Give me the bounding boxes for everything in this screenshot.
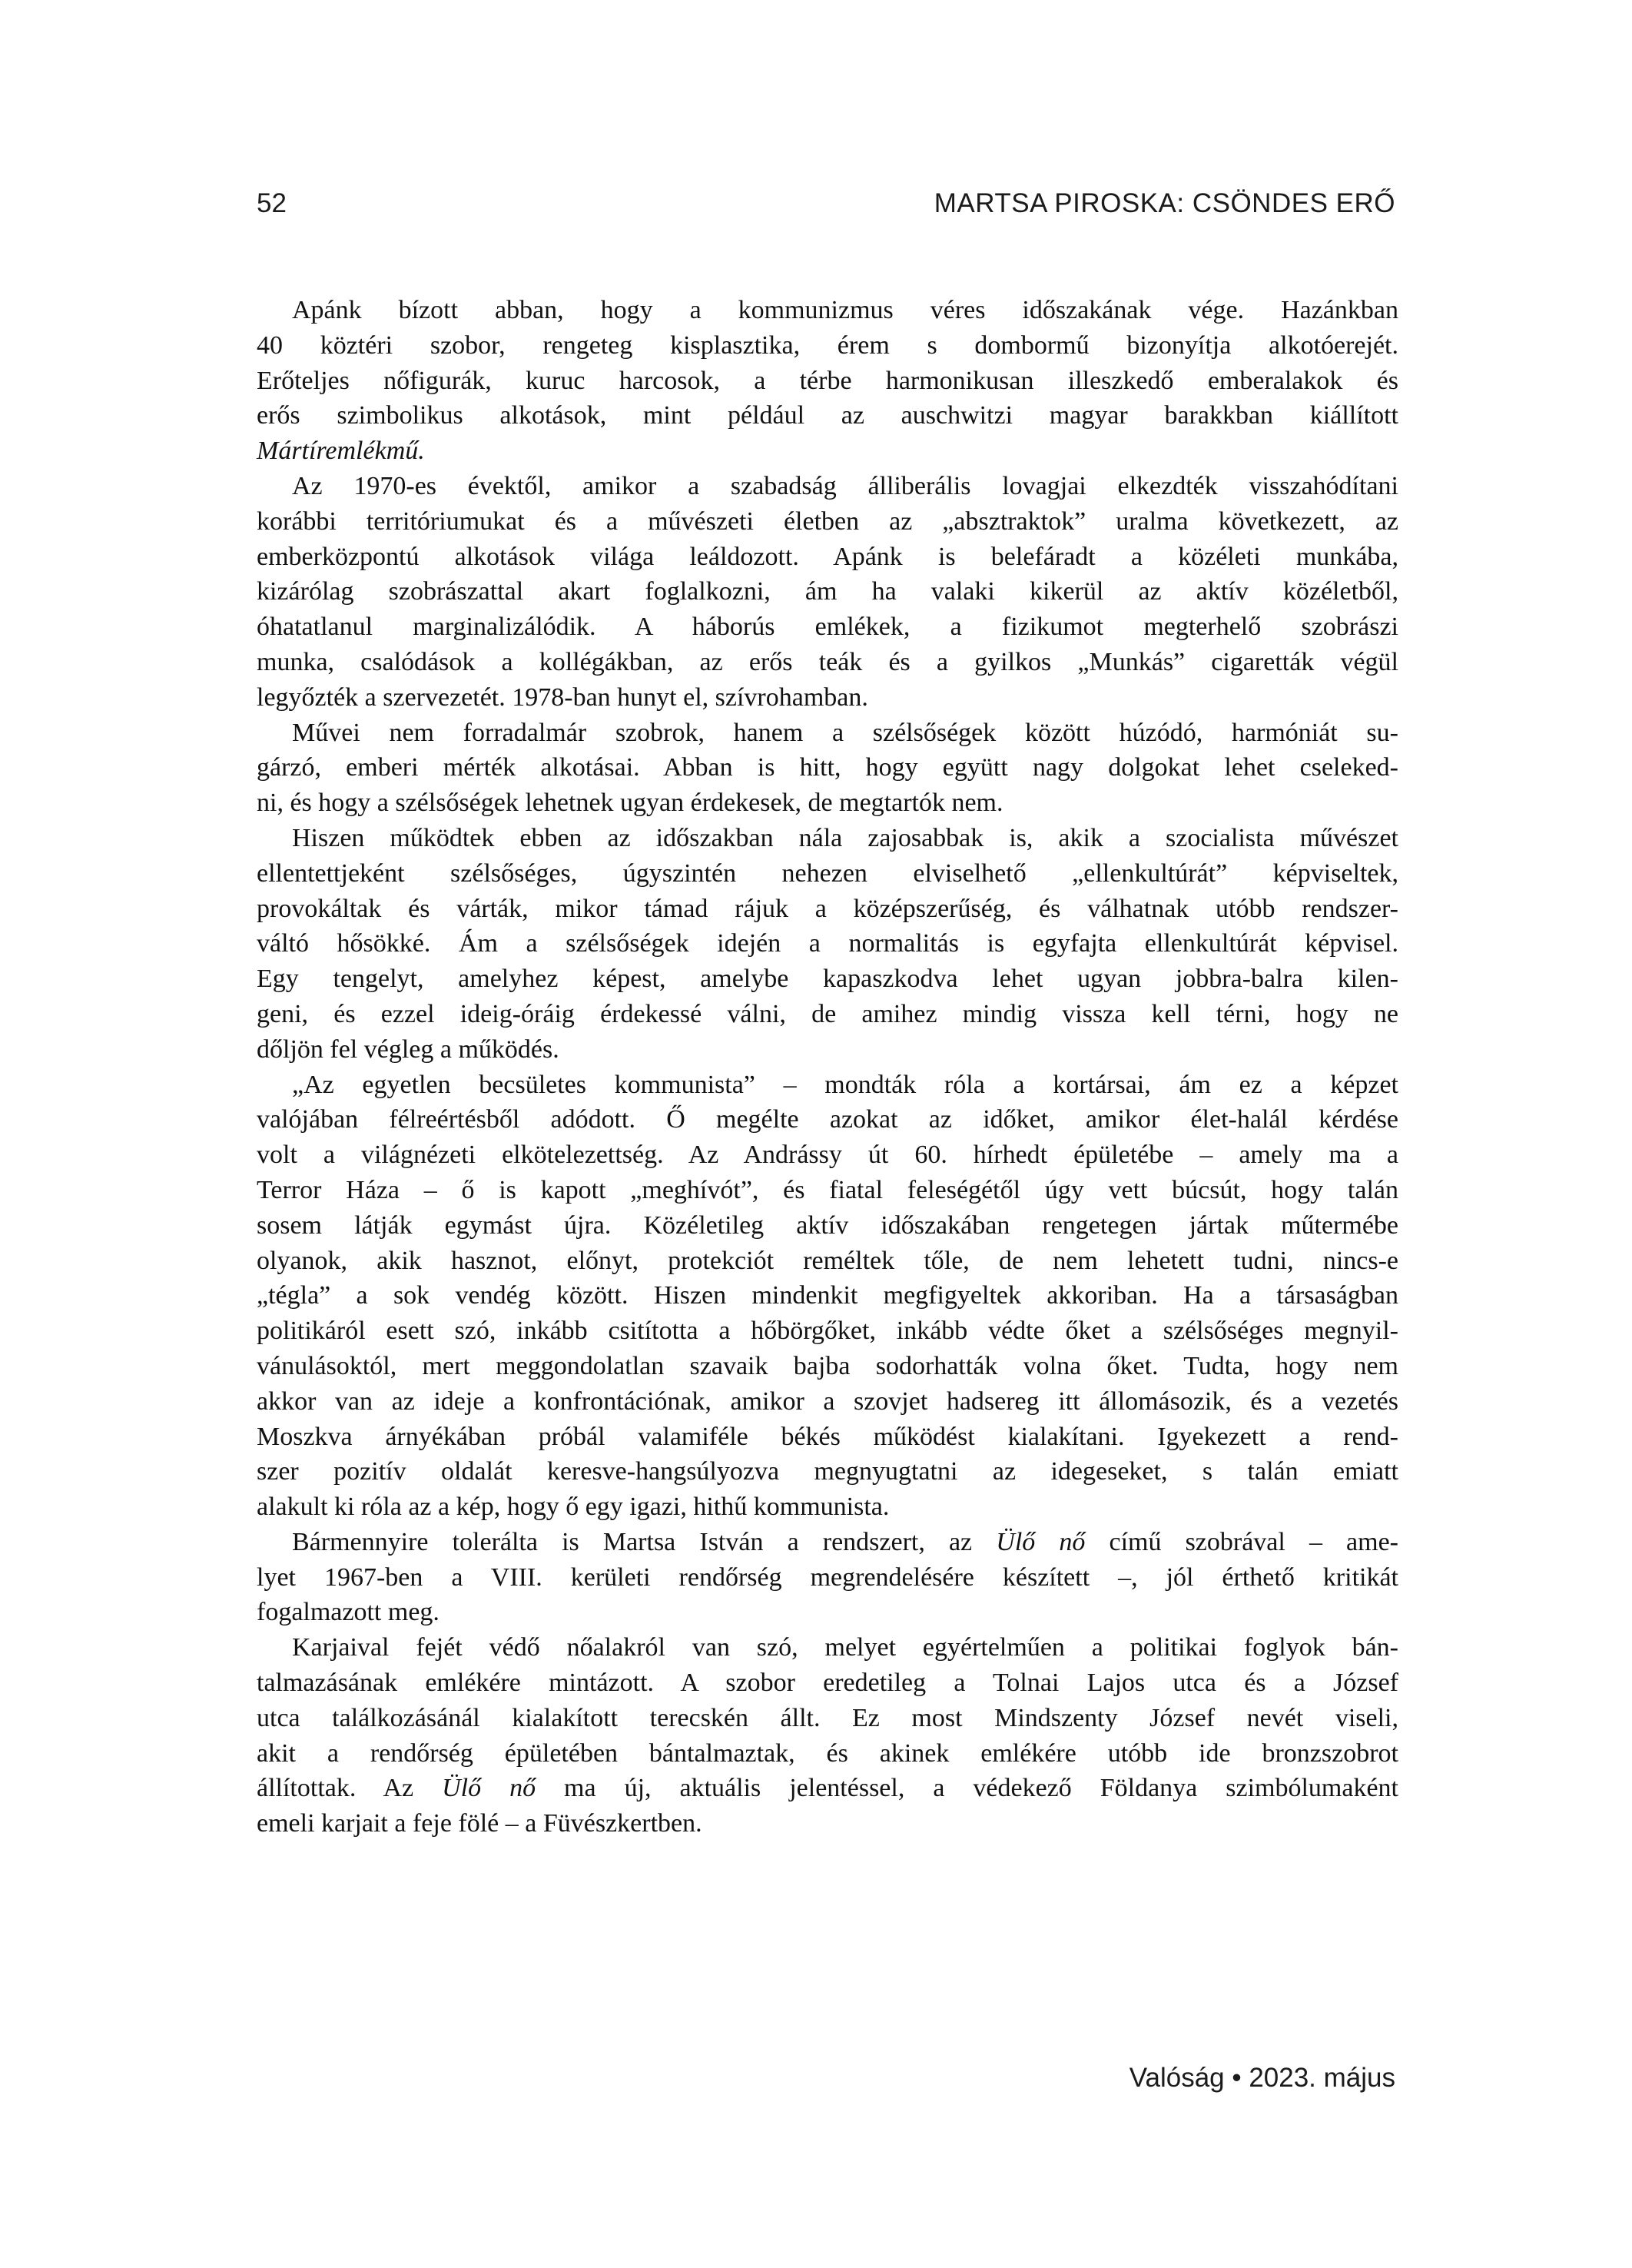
text-line: legyőzték a szervezetét. 1978-ban hunyt el, szívrohamban. — [257, 682, 868, 712]
text-line: emberközpontú alkotások világa leáldozott. Apánk is belefáradt a közéleti munkába, — [257, 542, 1398, 571]
paragraph — [257, 716, 1398, 821]
text-line: Moszkva árnyékában próbál valamiféle békés működést kialakítani. Igyekezett a rend- — [257, 1422, 1398, 1451]
text-line: kizárólag szobrászattal akart foglalkozni, ám ha valaki kikerül az aktív közéletből, — [257, 577, 1398, 606]
text-line: „Az egyetlen becsületes kommunista” – mondták róla a kortársai, ám ez a képzet — [292, 1070, 1398, 1099]
text-line: Terror Háza – ő is kapott „meghívót”, és fiatal feleségétől úgy vett búcsút, hogy talán — [257, 1175, 1398, 1204]
text-line: valójában félreértésből adódott. Ő megélte azokat az időket, amikor élet-halál kérdése — [257, 1105, 1398, 1134]
text-line: Művei nem forradalmár szobrok, hanem a szélsőségek között húzódó, harmóniát su- — [292, 718, 1398, 747]
text-line: provokáltak és várták, mikor támad rájuk a középszerűség, és válhatnak utóbb rendszer- — [257, 894, 1398, 923]
text-line: Az 1970-es évektől, amikor a szabadság álliberális lovagjai elkezdték visszahódítani — [292, 471, 1398, 500]
text-line: szer pozitív oldalát keresve-hangsúlyozva megnyugtatni az idegeseket, s talán emiatt — [257, 1457, 1398, 1486]
text-line: lyet 1967-ben a VIII. kerületi rendőrség megrendelésére készített –, jól érthető kritikát — [257, 1562, 1398, 1592]
text-line: Karjaival fejét védő nőalakról van szó, melyet egyértelműen a politikai foglyok bán- — [292, 1633, 1398, 1662]
text-line: vánulásoktól, mert meggondolatlan szavaik bajba sodorhatták volna őket. Tudta, hogy nem — [257, 1351, 1398, 1380]
text-line: állítottak. Az Ülő nő ma új, aktuális jelentéssel, a védekező Földanya szimbólumaként — [257, 1774, 1398, 1803]
text-line: Egy tengelyt, amelyhez képest, amelybe kapaszkodva lehet ugyan jobbra-balra kilen- — [257, 965, 1398, 994]
journal-imprint — [257, 2061, 1395, 2095]
text-line: volt a világnézeti elkötelezettség. Az Andrássy út 60. hírhedt épületébe – amely ma a — [257, 1141, 1398, 1170]
text-line: Bármennyire tolerálta is Martsa István a rendszert, az Ülő nő című szobrával – ame- — [292, 1527, 1398, 1556]
text-line: alakult ki róla az a kép, hogy ő egy igazi, hithű kommunista. — [257, 1493, 890, 1522]
text-line: geni, és ezzel ideig-óráig érdekessé válni, de amihez mindig vissza kell térni, hogy ne — [257, 999, 1398, 1028]
text-line: akkor van az ideje a konfrontációnak, amikor a szovjet hadsereg itt állomásozik, és a vezetés — [257, 1386, 1398, 1416]
text-line: ellentettjeként szélsőséges, úgyszintén nehezen elviselhető „ellenkultúrát” képviseltek, — [257, 858, 1398, 888]
article-body — [257, 293, 1398, 1841]
paragraph — [257, 469, 1398, 716]
text-line: politikáról esett szó, inkább csitította a hőbörgőket, inkább védte őket a szélsőséges megnyil- — [257, 1317, 1398, 1346]
text-line: gárzó, emberi mérték alkotásai. Abban is hitt, hogy együtt nagy dolgokat lehet cseleked- — [257, 753, 1398, 782]
text-line: akit a rendőrség épületében bántalmaztak, és akinek emlékére utóbb ide bronzszobrot — [257, 1738, 1398, 1768]
text-line: emeli karjait a feje fölé – a Füvészkertben. — [257, 1809, 702, 1838]
running-header — [257, 188, 1395, 220]
text-line: utca találkozásánál kialakított terecskén állt. Ez most Mindszenty József nevét viseli, — [257, 1703, 1398, 1732]
text-line: olyanok, akik hasznot, előnyt, protekciót reméltek tőle, de nem lehetett tudni, nincs-e — [257, 1246, 1398, 1275]
text-line: váltó hősökké. Ám a szélsőségek idején a normalitás is egyfajta ellenkultúrát képvisel. — [257, 929, 1398, 958]
text-line: Hiszen működtek ebben az időszakban nála zajosabbak is, akik a szocialista művészet — [292, 823, 1398, 852]
text-line: munka, csalódások a kollégákban, az erős teák és a gyilkos „Munkás” cigaretták végül — [257, 647, 1398, 676]
paragraph — [257, 821, 1398, 1068]
paragraph — [257, 293, 1398, 469]
paragraph — [257, 1525, 1398, 1630]
text-line: fogalmazott meg. — [257, 1598, 440, 1627]
text-line: ni, és hogy a szélsőségek lehetnek ugyan érdekesek, de megtartók nem. — [257, 789, 1003, 818]
paragraph — [257, 1630, 1398, 1841]
text-line: Erőteljes nőfigurák, kuruc harcosok, a térbe harmonikusan illeszkedő emberalakok és — [257, 366, 1398, 395]
running-title: MARTSA PIROSKA: CSÖNDES ERŐ — [934, 188, 1395, 218]
text-line: Apánk bízott abban, hogy a kommunizmus véres időszakának vége. Hazánkban — [292, 296, 1398, 324]
journal-imprint-text: Valóság • 2023. május — [1129, 2063, 1395, 2093]
text-line: óhatatlanul marginalizálódik. A háborús emlékek, a fizikumot megterhelő szobrászi — [257, 613, 1398, 642]
page-number: 52 — [257, 188, 287, 218]
text-line: „tégla” a sok vendég között. Hiszen mindenkit megfigyeltek akkoriban. Ha a társaságban — [257, 1281, 1398, 1310]
text-line: erős szimbolikus alkotások, mint például az auschwitzi magyar barakkban kiállított — [257, 401, 1398, 430]
paragraph — [257, 1068, 1398, 1525]
text-line: korábbi territóriumukat és a művészeti életben az „absztraktok” uralma következett, az — [257, 506, 1398, 536]
text-line: 40 köztéri szobor, rengeteg kisplasztika, érem s dombormű bizonyítja alkotóerejét. — [257, 330, 1398, 360]
text-line: sosem látják egymást újra. Közéletileg aktív időszakában rengetegen jártak műtermébe — [257, 1210, 1398, 1240]
text-line: Mártíremlékmű. — [257, 437, 425, 466]
text-line: dőljön fel végleg a működés. — [257, 1034, 559, 1064]
text-line: talmazásának emlékére mintázott. A szobor eredetileg a Tolnai Lajos utca és a József — [257, 1669, 1398, 1698]
